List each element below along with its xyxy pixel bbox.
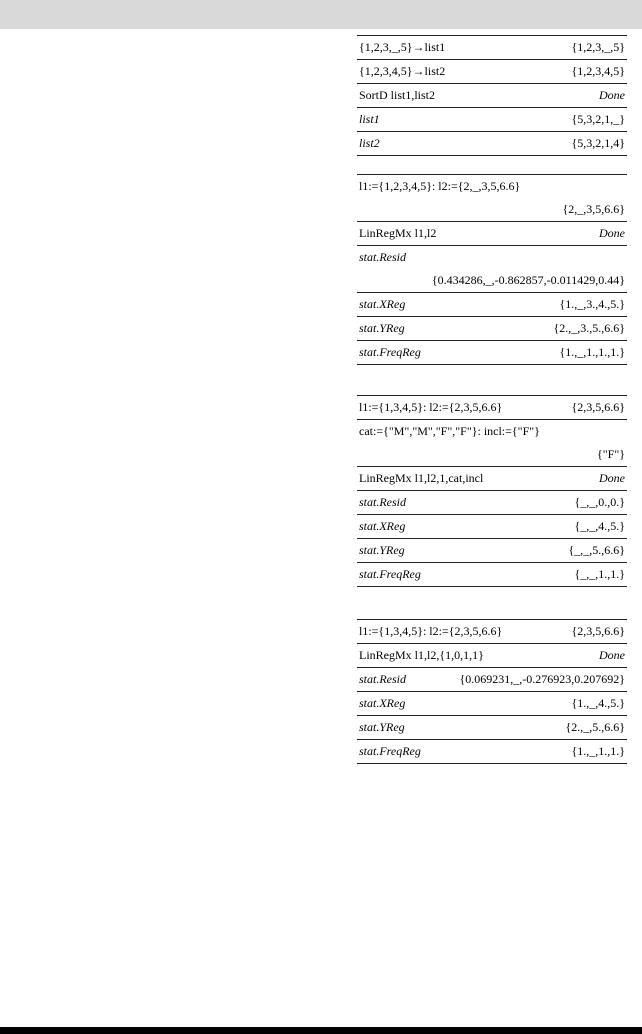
entry-input: stat.YReg <box>359 321 405 335</box>
entry-input: LinRegMx l1,l2,{1,0,1,1} <box>359 648 484 662</box>
entry-row <box>357 222 627 246</box>
entry-input: list1 <box>359 112 380 126</box>
entry-row <box>357 293 627 317</box>
entry-result: {2,3,5,6.6} <box>571 400 625 414</box>
entry-result: {2,3,5,6.6} <box>571 624 625 638</box>
entry-result: {2.,_,3.,5.,6.6} <box>553 321 625 335</box>
entry-result: {1.,_,3.,4.,5.} <box>559 297 625 311</box>
top-header-bar <box>0 0 642 29</box>
entry-row <box>357 515 627 539</box>
entry-result: {1.,_,4.,5.} <box>571 696 625 710</box>
entry-row <box>357 36 627 60</box>
entry-result: {0.069231,_,-0.276923,0.207692} <box>459 672 625 686</box>
entry-result: {_,_,1.,1.} <box>574 567 625 581</box>
entry-row <box>357 644 627 668</box>
entry-input: stat.XReg <box>359 519 406 533</box>
entry-row <box>357 84 627 108</box>
entry-result: {1.,_,1.,1.,1.} <box>559 345 625 359</box>
entry-row <box>357 60 627 84</box>
entry-row <box>357 539 627 563</box>
entry-row <box>357 396 627 420</box>
entry-row <box>357 740 627 764</box>
entry-result: Done <box>599 226 625 240</box>
entry-row <box>357 246 627 293</box>
entry-input: SortD list1,list2 <box>359 88 436 102</box>
entry-result: {2.,_,5.,6.6} <box>565 720 625 734</box>
entry-input: stat.Resid <box>359 250 406 264</box>
entry-result: {1.,_,1.,1.} <box>571 744 625 758</box>
entry-row <box>357 668 627 692</box>
entry-input: stat.XReg <box>359 696 406 710</box>
entry-result: {_,_,5.,6.6} <box>568 543 625 557</box>
entry-result: {_,_,0.,0.} <box>574 495 625 509</box>
example-panel-linregmx-basic <box>357 174 627 365</box>
entry-row <box>357 420 627 467</box>
entry-result: {0.434286,_,-0.862857,-0.011429,0.44} <box>431 273 625 287</box>
entry-input: stat.YReg <box>359 543 405 557</box>
entry-row <box>357 467 627 491</box>
example-panel-sortd <box>357 35 627 156</box>
entry-input: stat.FreqReg <box>359 567 421 581</box>
entry-input: {1,2,3,4,5}→list2 <box>359 64 446 78</box>
entry-input: list2 <box>359 136 380 150</box>
bottom-rule <box>0 1027 642 1034</box>
entry-input: l1:={1,2,3,4,5}: l2:={2,_,3,5,6.6} <box>359 179 521 193</box>
entry-input: stat.XReg <box>359 297 406 311</box>
entry-row <box>357 491 627 515</box>
entry-input: l1:={1,3,4,5}: l2:={2,3,5,6.6} <box>359 624 503 638</box>
entry-result: {2,_,3,5,6.6} <box>562 202 625 216</box>
example-panel-linregmx-category <box>357 395 627 587</box>
entry-result: Done <box>599 88 625 102</box>
entry-row <box>357 620 627 644</box>
entry-input: stat.Resid <box>359 495 406 509</box>
entry-result: {_,_,4.,5.} <box>574 519 625 533</box>
entry-row <box>357 108 627 132</box>
entry-input: {1,2,3,_,5}→list1 <box>359 40 446 54</box>
entry-input: cat:={"M","M","F","F"}: incl:={"F"} <box>359 424 540 438</box>
entry-result: {1,2,3,4,5} <box>571 64 625 78</box>
entry-input: LinRegMx l1,l2,1,cat,incl <box>359 471 484 485</box>
example-panel-linregmx-frequency <box>357 619 627 764</box>
entry-input: stat.YReg <box>359 720 405 734</box>
entry-row <box>357 317 627 341</box>
entry-result: {5,3,2,1,_} <box>571 112 625 126</box>
entry-input: LinRegMx l1,l2 <box>359 226 437 240</box>
entry-input: stat.FreqReg <box>359 345 421 359</box>
entry-row <box>357 716 627 740</box>
entry-input: stat.FreqReg <box>359 744 421 758</box>
entry-row <box>357 563 627 587</box>
entry-result: {1,2,3,_,5} <box>571 40 625 54</box>
entry-result: {5,3,2,1,4} <box>571 136 625 150</box>
entry-result: Done <box>599 471 625 485</box>
entry-input: l1:={1,3,4,5}: l2:={2,3,5,6.6} <box>359 400 503 414</box>
entry-row <box>357 132 627 156</box>
entry-row <box>357 175 627 222</box>
entry-row <box>357 692 627 716</box>
entry-input: stat.Resid <box>359 672 406 686</box>
entry-result: Done <box>599 648 625 662</box>
entry-row <box>357 341 627 365</box>
entry-result: {"F"} <box>597 447 625 461</box>
